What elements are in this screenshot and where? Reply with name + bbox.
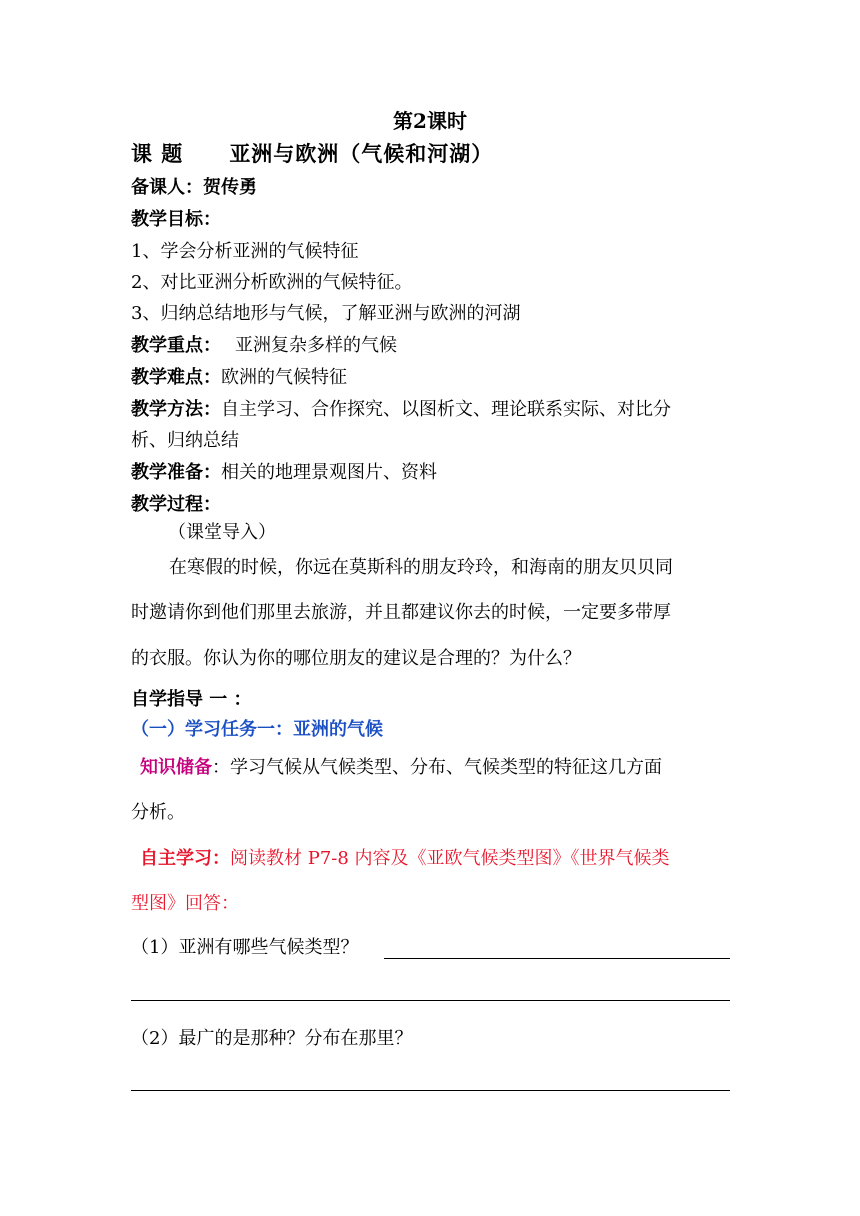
preparer-name: 贺传勇 — [203, 177, 257, 198]
key-point-line — [131, 334, 731, 358]
objective-item: 3、归纳总结地形与气候，了解亚洲与欧洲的河湖 — [131, 303, 521, 324]
preparation-text: 相关的地理景观图片、资料 — [221, 462, 437, 483]
topic-line — [131, 142, 731, 166]
knowledge-text-continued: 分析。 — [131, 802, 185, 823]
topic-title: 亚洲与欧洲（气候和河湖） — [229, 141, 494, 166]
intro-label: （课堂导入） — [168, 522, 276, 543]
question-2: （2）最广的是那种？分布在那里？ — [131, 1028, 413, 1049]
methods-label: 教学方法： — [131, 399, 221, 420]
preparer-line — [131, 176, 731, 200]
key-point-label: 教学重点： — [131, 335, 221, 356]
methods-text: 自主学习、合作探究、以图析文、理论联系实际、对比分 — [221, 399, 671, 420]
task1-heading: （一）学习任务一：亚洲的气候 — [131, 719, 383, 740]
question-1: （1）亚洲有哪些气候类型？ — [131, 937, 359, 958]
key-point-text: 亚洲复杂多样的气候 — [235, 335, 397, 356]
answer-blank[interactable] — [131, 1090, 730, 1091]
methods-text-continued: 析、归纳总结 — [131, 430, 239, 451]
objective-item: 1、学会分析亚洲的气候特征 — [131, 241, 359, 262]
knowledge-label: 知识储备 — [140, 757, 212, 778]
knowledge-text: ：学习气候从气候类型、分布、气候类型的特征这几方面 — [212, 757, 662, 778]
preparer-label: 备课人： — [131, 177, 203, 198]
answer-blank[interactable] — [384, 958, 730, 959]
intro-paragraph-line: 的衣服。你认为你的哪位朋友的建议是合理的？为什么？ — [131, 648, 581, 669]
self-study-text-continued: 型图》回答： — [131, 893, 239, 914]
process-heading: 教学过程： — [131, 494, 221, 515]
self-study-text: 阅读教材 P7-8 内容及《亚欧气候类型图》《世界气候类 — [230, 848, 670, 869]
self-study-line — [131, 847, 731, 871]
methods-line — [131, 398, 731, 422]
topic-label: 课 题 — [131, 141, 184, 166]
difficulty-label: 教学难点： — [131, 367, 221, 388]
difficulty-text: 欧洲的气候特征 — [221, 367, 347, 388]
answer-blank[interactable] — [131, 1000, 730, 1001]
guide-heading: 自学指导 一 ： — [131, 689, 252, 710]
lesson-title: 第2课时 — [393, 109, 467, 133]
intro-paragraph-line: 时邀请你到他们那里去旅游，并且都建议你去的时候，一定要多带厚 — [131, 602, 671, 623]
preparation-label: 教学准备： — [131, 462, 221, 483]
intro-paragraph-line: 在寒假的时候，你远在莫斯科的朋友玲玲，和海南的朋友贝贝同 — [169, 557, 673, 578]
objective-item: 2、对比亚洲分析欧洲的气候特征。 — [131, 272, 413, 293]
difficulty-line — [131, 366, 731, 390]
preparation-line — [131, 461, 731, 485]
knowledge-line — [131, 756, 731, 780]
self-study-label: 自主学习： — [140, 848, 230, 869]
objectives-heading: 教学目标： — [131, 209, 221, 230]
